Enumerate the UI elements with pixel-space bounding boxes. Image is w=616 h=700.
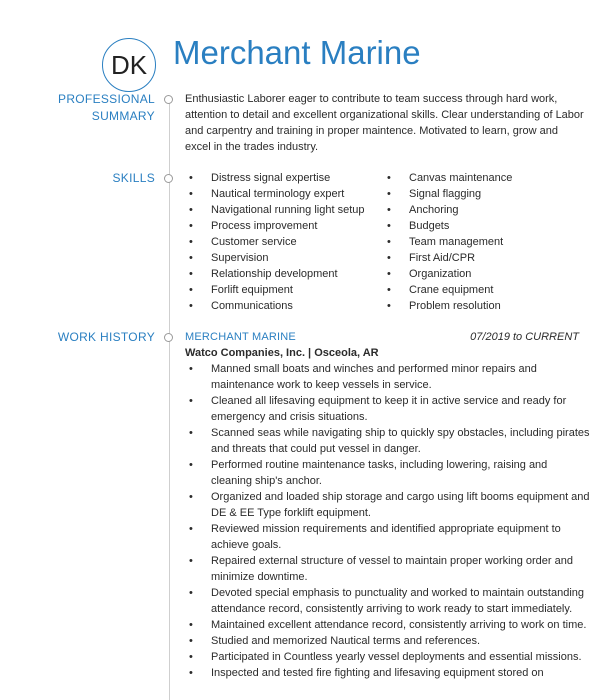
job-bullet: • Repaired external structure of vessel to maintain proper working order and minimize downtime. [185,553,590,585]
skill-item: • Canvas maintenance [387,170,512,186]
work-history-section-title: WORK HISTORY [57,330,155,344]
candidate-name: Merchant Marine [173,34,421,71]
skill-item: • First Aid/CPR [387,250,512,266]
skills-section-title: SKILLS [112,171,155,185]
skill-item: • Nautical terminology expert [189,186,365,202]
skill-item: • Relationship development [189,266,365,282]
job-bullet: • Devoted special emphasis to punctuality and worked to maintain outstanding attendance record, consistently arriving to work ready to start immediately. [185,585,590,617]
monogram-badge [102,38,156,92]
skill-item: • Organization [387,266,512,282]
monogram-initials: DK [110,49,148,80]
job-bullet: • Maintained excellent attendance record, consistently arriving to work on time. [185,617,590,633]
job-bullet: • Performed routine maintenance tasks, including lowering, raising and cleaning ship's anchor. [185,457,590,489]
job-bullet: • Inspected and tested fire fighting and lifesaving equipment stored on [185,665,590,681]
job-bullet: • Cleaned all lifesaving equipment to keep it in active service and ready for emergency and crisis situations. [185,393,590,425]
job-title: MERCHANT MARINE [185,331,296,343]
skill-item: • Navigational running light setup [189,202,365,218]
job-bullet: • Studied and memorized Nautical terms and references. [185,633,590,649]
job-bullet: • Participated in Countless yearly vessel deployments and essential missions. [185,649,590,665]
job-bullet: • Reviewed mission requirements and identified appropriate equipment to achieve goals. [185,521,590,553]
job-bullet: • Scanned seas while navigating ship to quickly spy obstacles, including pirates and threats that could put vessel in danger. [185,425,590,457]
summary-section-title [58,91,155,125]
employer-location: Watco Companies, Inc. | Osceola, AR [185,347,379,359]
summary-text: Enthusiastic Laborer eager to contribute to team success through hard work, attention to detail and excellent organizational skills. Clear understanding of Labor and carpentry and training in proper maintence. Motivated to learn, grow and excel in the trades industry. [185,93,584,153]
summary-title-line1: PROFESSIONAL [58,92,155,106]
skill-item: • Problem resolution [387,298,512,314]
summary-timeline-dot [164,95,173,104]
skill-item: • Team management [387,234,512,250]
skills-timeline-dot [164,174,173,183]
skill-item: • Customer service [189,234,365,250]
work-history-timeline-dot [164,333,173,342]
skill-item: • Communications [189,298,365,314]
skill-item: • Anchoring [387,202,512,218]
job-bullet-list [185,361,590,681]
job-bullet: • Organized and loaded ship storage and cargo using lift booms equipment and DE & EE Type forklift equipment. [185,489,590,521]
skill-item: • Supervision [189,250,365,266]
skill-item: • Process improvement [189,218,365,234]
job-bullet: • Manned small boats and winches and performed minor repairs and maintenance work to keep vessels in service. [185,361,590,393]
job-dates: 07/2019 to CURRENT [470,331,579,343]
skill-item: • Signal flagging [387,186,512,202]
skills-list-right [387,170,512,314]
skill-item: • Budgets [387,218,512,234]
summary-title-line2: SUMMARY [91,109,155,123]
skill-item: • Forlift equipment [189,282,365,298]
skill-item: • Crane equipment [387,282,512,298]
skills-list-left [189,170,365,314]
timeline-line [169,99,170,700]
skill-item: • Distress signal expertise [189,170,365,186]
